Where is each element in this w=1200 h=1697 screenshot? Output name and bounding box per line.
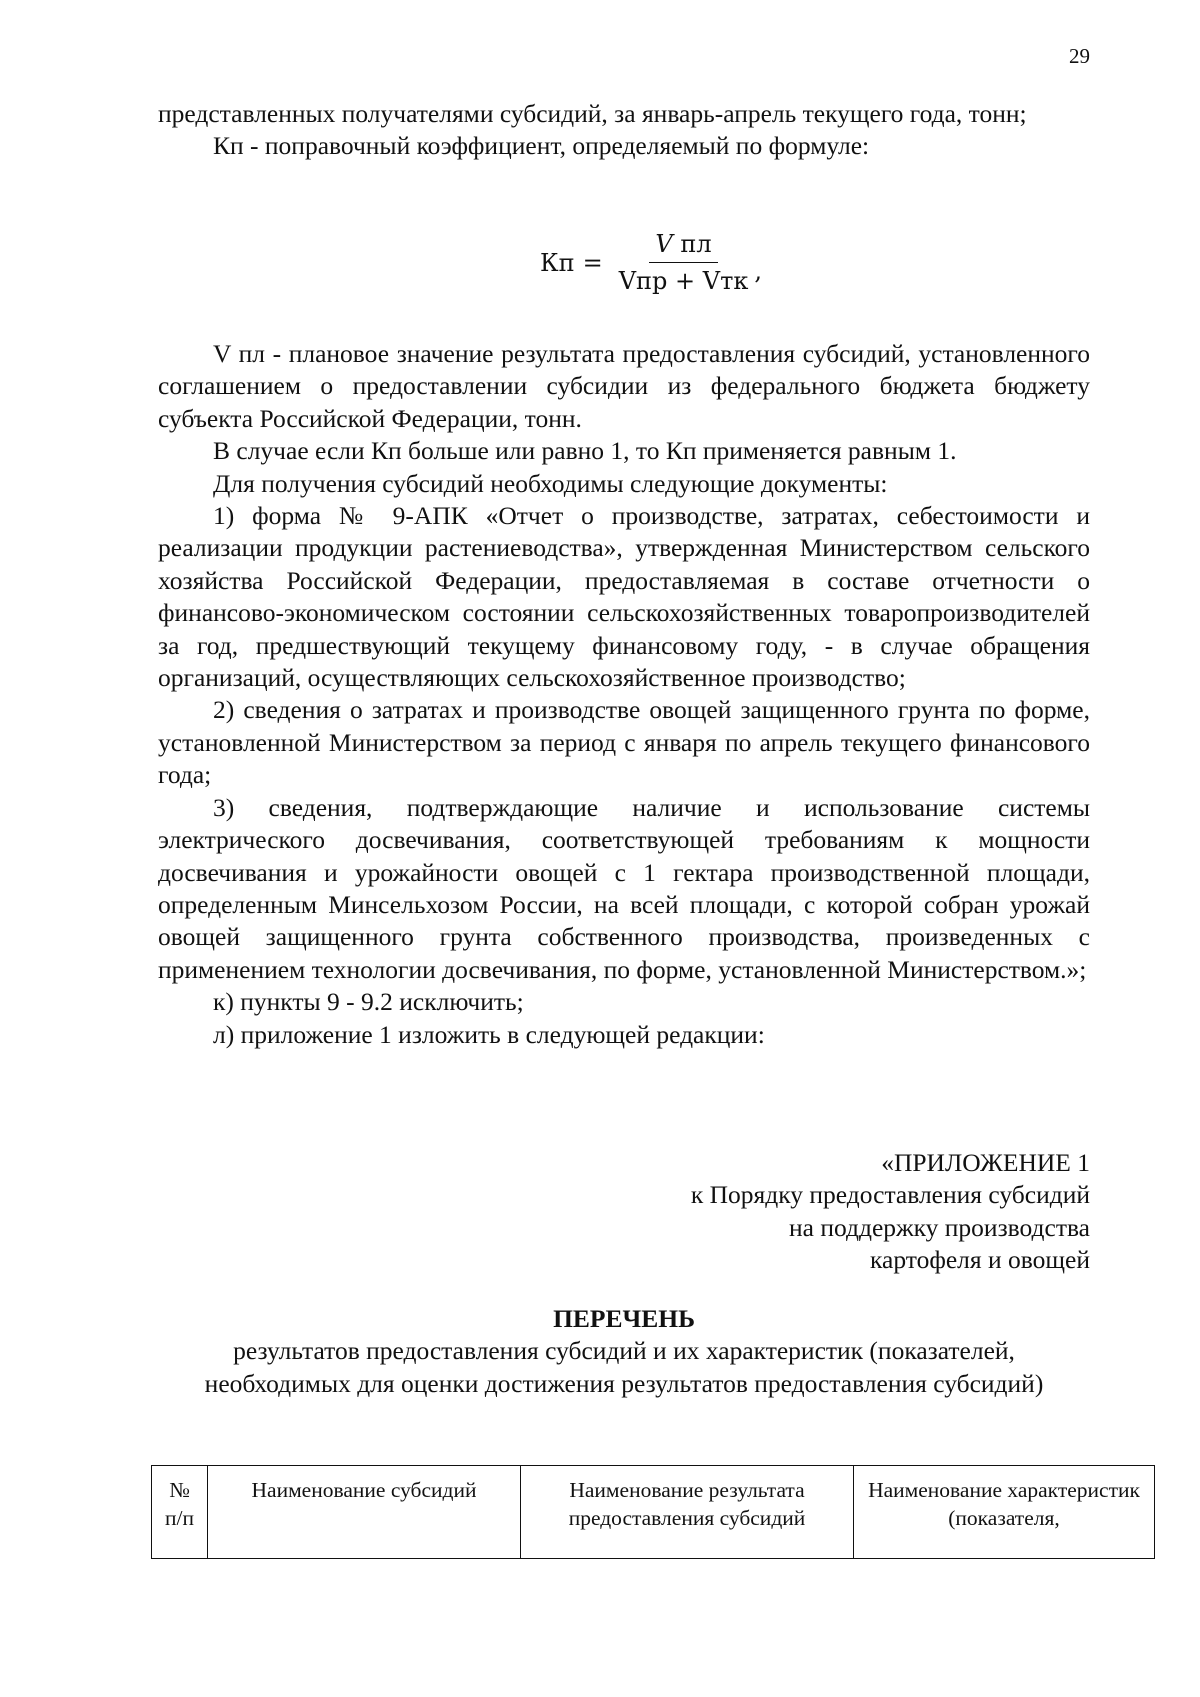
formula-lhs: Кп bbox=[540, 248, 575, 277]
table-header-result-name: Наименование результата предоставления субсидий bbox=[521, 1466, 854, 1559]
formula-numerator-v: V bbox=[655, 230, 673, 258]
table-header-number: № п/п bbox=[152, 1466, 208, 1559]
paragraph-documents-intro: Для получения субсидий необходимы следующие документы: bbox=[213, 468, 888, 498]
page-number: 29 bbox=[1069, 44, 1090, 68]
formula-numerator-rest: пл bbox=[672, 230, 712, 258]
appendix-line-1: «ПРИЛОЖЕНИЕ 1 bbox=[881, 1148, 1090, 1177]
paragraph-document-1: 1) форма № 9-АПК «Отчет о производстве, затратах, себестоимости и реализации продукции растениеводства», утвержденная Министерством сельского хозяйства Российской Федерации, предоставляемая в составе отчетности о финансово-экономическом состоянии сельскохозяйственных товаропроизводителей за год, предшествующий текущему финансовому году, - в случае обращения организаций, осуществляющих сельскохозяйственное производство; bbox=[158, 501, 1090, 693]
formula-denominator: Vпр + Vтк bbox=[618, 267, 749, 295]
paragraph-kp-rule: В случае если Кп больше или равно 1, то Кп применяется равным 1. bbox=[213, 436, 957, 466]
table-header-subsidy-name: Наименование субсидий bbox=[208, 1466, 521, 1559]
appendix-line-3: на поддержку производства bbox=[789, 1212, 1090, 1242]
table-header-characteristics: Наименование характеристик (показателя, bbox=[854, 1466, 1155, 1559]
paragraph-continuation: представленных получателями субсидий, за январь-апрель текущего года, тонн; bbox=[158, 99, 1027, 128]
body-text-top bbox=[158, 98, 1090, 163]
paragraph-document-3: 3) сведения, подтверждающие наличие и использование системы электрического досвечивания, соответствующей требованиям к мощности досвечивания и урожайности овощей с 1 гектара производственной площади, определенным Минсельхозом России, на всей площади, с которой собран урожай овощей защищенного грунта собственного производства, произведенных с применением технологии досвечивания, по форме, установленной Министерством.»; bbox=[158, 792, 1090, 984]
kp-formula bbox=[540, 230, 762, 295]
list-subtitle: результатов предоставления субсидий и их характеристик (показателей, необходимых для оценки достижения результатов предоставления субсидий) bbox=[204, 1336, 1044, 1398]
formula-numerator bbox=[649, 230, 717, 263]
list-title: ПЕРЕЧЕНЬ bbox=[553, 1304, 695, 1333]
appendix-line-2: к Порядку предоставления субсидий bbox=[690, 1180, 1090, 1210]
formula-equals: = bbox=[582, 248, 603, 277]
formula-comma: , bbox=[754, 257, 762, 285]
paragraph-kp-definition: Кп - поправочный коэффициент, определяемый по формуле: bbox=[213, 131, 870, 161]
paragraph-v-pl: V пл - плановое значение результата предоставления субсидий, установленного соглашением о предоставлении субсидии из федерального бюджета бюджету субъекта Российской Федерации, тонн. bbox=[158, 339, 1090, 433]
paragraph-document-2: 2) сведения о затратах и производстве овощей защищенного грунта по форме, установленной Министерством за период с января по апрель текущего финансового года; bbox=[158, 695, 1090, 790]
paragraph-item-k: к) пункты 9 - 9.2 исключить; bbox=[213, 987, 524, 1017]
appendix-line-4: картофеля и овощей bbox=[870, 1245, 1090, 1275]
appendix-header bbox=[691, 1147, 1090, 1277]
body-text-lower bbox=[158, 338, 1090, 1051]
table-header-row bbox=[152, 1466, 1155, 1559]
paragraph-item-l: л) приложение 1 изложить в следующей редакции: bbox=[213, 1019, 765, 1049]
formula-fraction bbox=[613, 230, 755, 295]
list-heading bbox=[158, 1303, 1090, 1400]
results-table bbox=[151, 1465, 1155, 1559]
